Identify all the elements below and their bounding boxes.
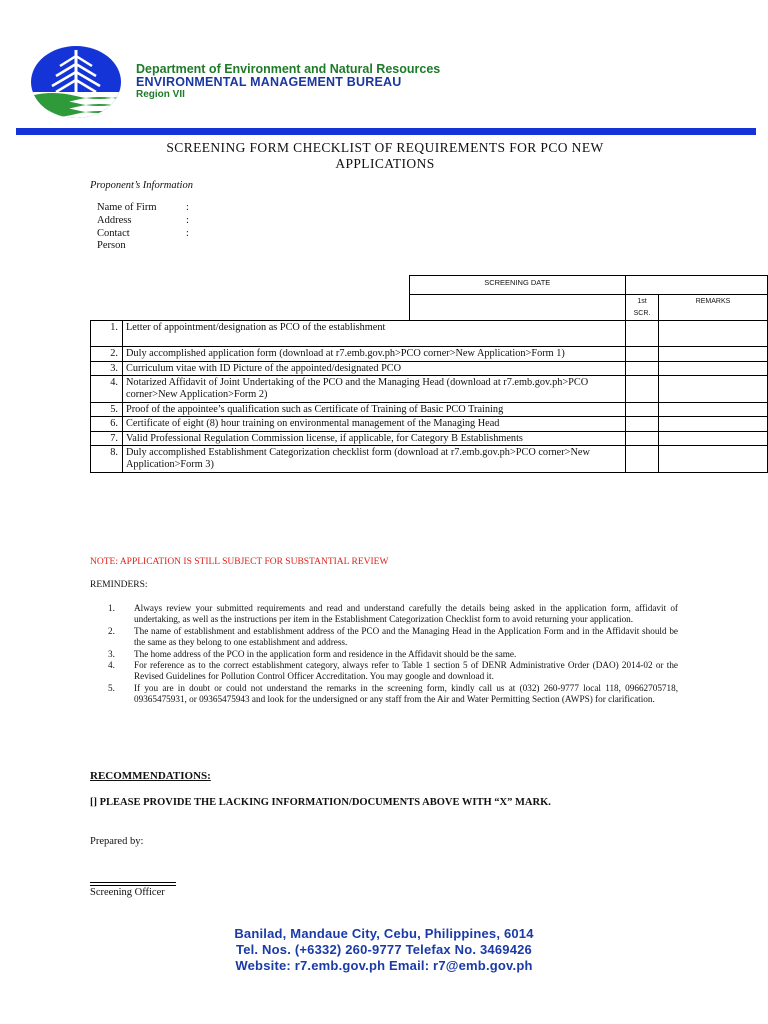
field-label-person: Person [97, 240, 126, 251]
signature-line [90, 882, 176, 883]
remarks-cell[interactable] [659, 417, 768, 432]
item-number: 6. [91, 417, 123, 432]
first-screening-cell[interactable] [626, 402, 659, 417]
reminder-text: Always review your submitted requirements and read and understand carefully the details being asked in the application form, affidavit of undertaking, as well as the instructions per item in the Establishment Categorization Checklist form to avoid returning your application. [134, 603, 678, 625]
item-number: 7. [91, 431, 123, 446]
item-text: Notarized Affidavit of Joint Undertaking of the PCO and the Managing Head (download at r7.emb.gov.ph>PCO corner>New Application>Form 2) [123, 376, 626, 402]
footer-contact: Website: r7.emb.gov.ph Email: r7@emb.gov.ph [235, 958, 533, 973]
field-colon: : [186, 228, 189, 239]
remarks-cell[interactable] [659, 431, 768, 446]
item-number: 2. [91, 347, 123, 362]
denr-logo-icon [30, 44, 122, 120]
item-number: 4. [91, 376, 123, 402]
checklist-item-row [91, 431, 768, 446]
item-number: 8. [91, 446, 123, 472]
column-header-row [91, 295, 768, 321]
item-text: Certificate of eight (8) hour training on environmental management of the Managing Head [123, 417, 626, 432]
checklist-item-row [91, 361, 768, 376]
footer-phone: Tel. Nos. (+6332) 260-9777 Telefax No. 3469426 [236, 942, 532, 957]
first-screening-header: 1st SCR. [626, 295, 659, 321]
remarks-cell[interactable] [659, 361, 768, 376]
remarks-cell[interactable] [659, 402, 768, 417]
field-label-address: Address [97, 215, 132, 226]
reminder-number: 5. [108, 682, 115, 693]
signature-line [90, 885, 176, 886]
field-colon: : [186, 215, 189, 226]
recommendations-heading: RECOMMENDATIONS: [90, 770, 211, 782]
recommendation-text: [] PLEASE PROVIDE THE LACKING INFORMATION/DOCUMENTS ABOVE WITH “X” MARK. [90, 797, 551, 808]
reminder-number: 2. [108, 625, 115, 636]
list-item [108, 649, 678, 660]
first-screening-cell[interactable] [626, 417, 659, 432]
reminder-number: 1. [108, 603, 115, 613]
field-colon: : [186, 202, 189, 213]
item-text: Proof of the appointee’s qualification such as Certificate of Training of Basic PCO Training [123, 402, 626, 417]
department-name: Department of Environment and Natural Resources [136, 62, 441, 76]
checklist-item-row [91, 402, 768, 417]
remarks-cell[interactable] [659, 446, 768, 472]
reminders-list [108, 603, 678, 706]
requirements-checklist-table [90, 275, 768, 473]
reminder-number: 4. [108, 660, 115, 671]
screening-date-row [91, 276, 768, 295]
reminder-text: The home address of the PCO in the application form and residence in the Affidavit should be the same. [134, 648, 517, 659]
screening-date-cell[interactable] [626, 276, 768, 295]
first-screening-cell[interactable] [626, 431, 659, 446]
screening-date-label: SCREENING DATE [409, 276, 626, 295]
item-text: Duly accomplished Establishment Categorization checklist form (download at r7.emb.gov.ph>PCO corner>New Application>Form 3) [123, 446, 626, 472]
item-text: Curriculum vitae with ID Picture of the appointed/designated PCO [123, 361, 626, 376]
form-title: SCREENING FORM CHECKLIST OF REQUIREMENTS FOR PCO NEW APPLICATIONS [166, 140, 604, 171]
item-text: Duly accomplished application form (download at r7.emb.gov.ph>PCO corner>New Application>Form 1) [123, 347, 626, 362]
header-divider [16, 128, 756, 135]
reminder-text: The name of establishment and establishment address of the PCO and the Managing Head in the Application Form and in the Affidavit should be the same as they belong to one establishment and address. [134, 625, 678, 648]
first-screening-cell[interactable] [626, 321, 659, 347]
review-note: NOTE: APPLICATION IS STILL SUBJECT FOR SUBSTANTIAL REVIEW [90, 557, 389, 567]
remarks-cell[interactable] [659, 347, 768, 362]
item-number: 5. [91, 402, 123, 417]
reminder-text: For reference as to the correct establishment category, always refer to Table 1 section 5 of DENR Administrative Order (DAO) 2014-02 or the Revised Guidelines for Pollution Control Officer Accreditation. You may google and download it. [134, 660, 678, 682]
item-text: Letter of appointment/designation as PCO of the establishment [123, 321, 626, 347]
reminders-heading: REMINDERS: [90, 580, 148, 590]
checklist-item-row [91, 446, 768, 472]
first-screening-cell[interactable] [626, 361, 659, 376]
first-screening-cell[interactable] [626, 446, 659, 472]
list-item [108, 660, 678, 683]
item-text: Valid Professional Regulation Commission license, if applicable, for Category B Establishments [123, 431, 626, 446]
reminder-number: 3. [108, 648, 115, 659]
first-screening-cell[interactable] [626, 347, 659, 362]
remarks-header: REMARKS [659, 295, 768, 321]
proponent-info-label: Proponent’s Information [90, 180, 193, 191]
checklist-item-row [91, 376, 768, 402]
item-number: 3. [91, 361, 123, 376]
checklist-item-row [91, 347, 768, 362]
bureau-name: ENVIRONMENTAL MANAGEMENT BUREAU [136, 75, 402, 89]
screening-officer-label: Screening Officer [90, 887, 165, 898]
list-item [108, 603, 678, 626]
prepared-by-label: Prepared by: [90, 836, 144, 847]
field-label-firm: Name of Firm [97, 202, 157, 213]
region-name: Region VII [136, 89, 185, 100]
remarks-cell[interactable] [659, 376, 768, 402]
checklist-item-row [91, 417, 768, 432]
list-item [108, 683, 678, 706]
footer-address: Banilad, Mandaue City, Cebu, Philippines, 6014 [234, 926, 534, 941]
checklist-item-row [91, 321, 768, 347]
list-item [108, 626, 678, 649]
reminder-text: If you are in doubt or could not understand the remarks in the screening form, kindly call us at (032) 260-9777 local 118, 09662705718, 09365475931, or 09365475943 and look for the undersigned or any staff from the Air and Water Permitting Section (AWPS) for clarification. [134, 682, 678, 705]
field-label-contact: Contact [97, 228, 130, 239]
first-screening-cell[interactable] [626, 376, 659, 402]
remarks-cell[interactable] [659, 321, 768, 347]
item-number: 1. [91, 321, 123, 347]
